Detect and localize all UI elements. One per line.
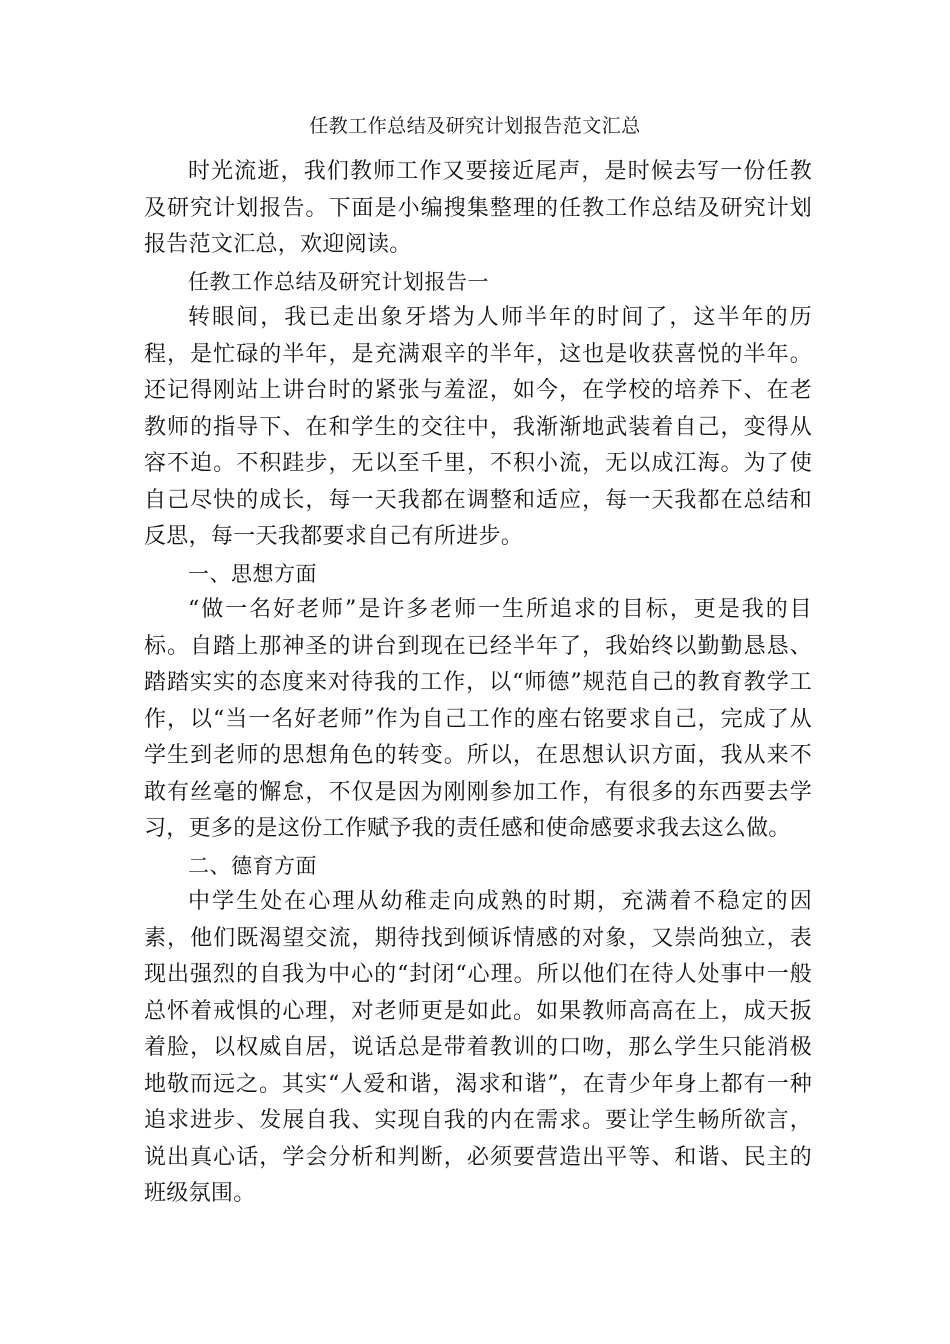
intro-paragraph: 时光流逝，我们教师工作又要接近尾声，是时候去写一份任教及研究计划报告。下面是小编搜集整理的任教工作总结及研究计划报告范文汇总，欢迎阅读。	[144, 159, 812, 257]
heading-thought: 一、思想方面	[188, 561, 317, 586]
section-title: 任教工作总结及研究计划报告一	[188, 269, 489, 294]
paragraph-1: 转眼间，我已走出象牙塔为人师半年的时间了，这半年的历程，是忙碌的半年，是充满艰辛的半年，这也是收获喜悦的半年。还记得刚站上讲台时的紧张与羞涩，如今，在学校的培养下、在老教师的指导下、在和学生的交往中，我渐渐地武装着自己，变得从容不迫。不积跬步，无以至千里，不积小流，无以成江海。为了使自己尽快的成长，每一天我都在调整和适应，每一天我都在总结和反思，每一天我都要求自己有所进步。	[144, 305, 812, 549]
paragraph-2: “做一名好老师”是许多老师一生所追求的目标，更是我的目标。自踏上那神圣的讲台到现在已经半年了，我始终以勤勤恳恳、踏踏实实的态度来对待我的工作，以“师德”规范自己的教育教学工作，以“当一名好老师”作为自己工作的座右铭要求自己，完成了从学生到老师的思想角色的转变。所以，在思想认识方面，我从来不敢有丝毫的懈怠，不仅是因为刚刚参加工作，有很多的东西要去学习，更多的是这份工作赋予我的责任感和使命感要求我去这么做。	[144, 597, 812, 841]
document-title: 任教工作总结及研究计划报告范文汇总	[309, 115, 641, 137]
document-body	[144, 154, 812, 1213]
paragraph-3: 中学生处在心理从幼稚走向成熟的时期，充满着不稳定的因素，他们既渴望交流，期待找到倾诉情感的对象，又崇尚独立，表现出强烈的自我为中心的“封闭“心理。所以他们在待人处事中一般总怀着戒惧的心理，对老师更是如此。如果教师高高在上，成天扳着脸，以权威自居，说话总是带着教训的口吻，那么学生只能消极地敬而远之。其实“人爱和谐，渴求和谐”，在青少年身上都有一种追求进步、发展自我、实现自我的内在需求。要让学生畅所欲言，说出真心话，学会分析和判断，必须要营造出平等、和谐、民主的班级氛围。	[144, 889, 812, 1206]
heading-moral-education: 二、德育方面	[188, 853, 317, 878]
